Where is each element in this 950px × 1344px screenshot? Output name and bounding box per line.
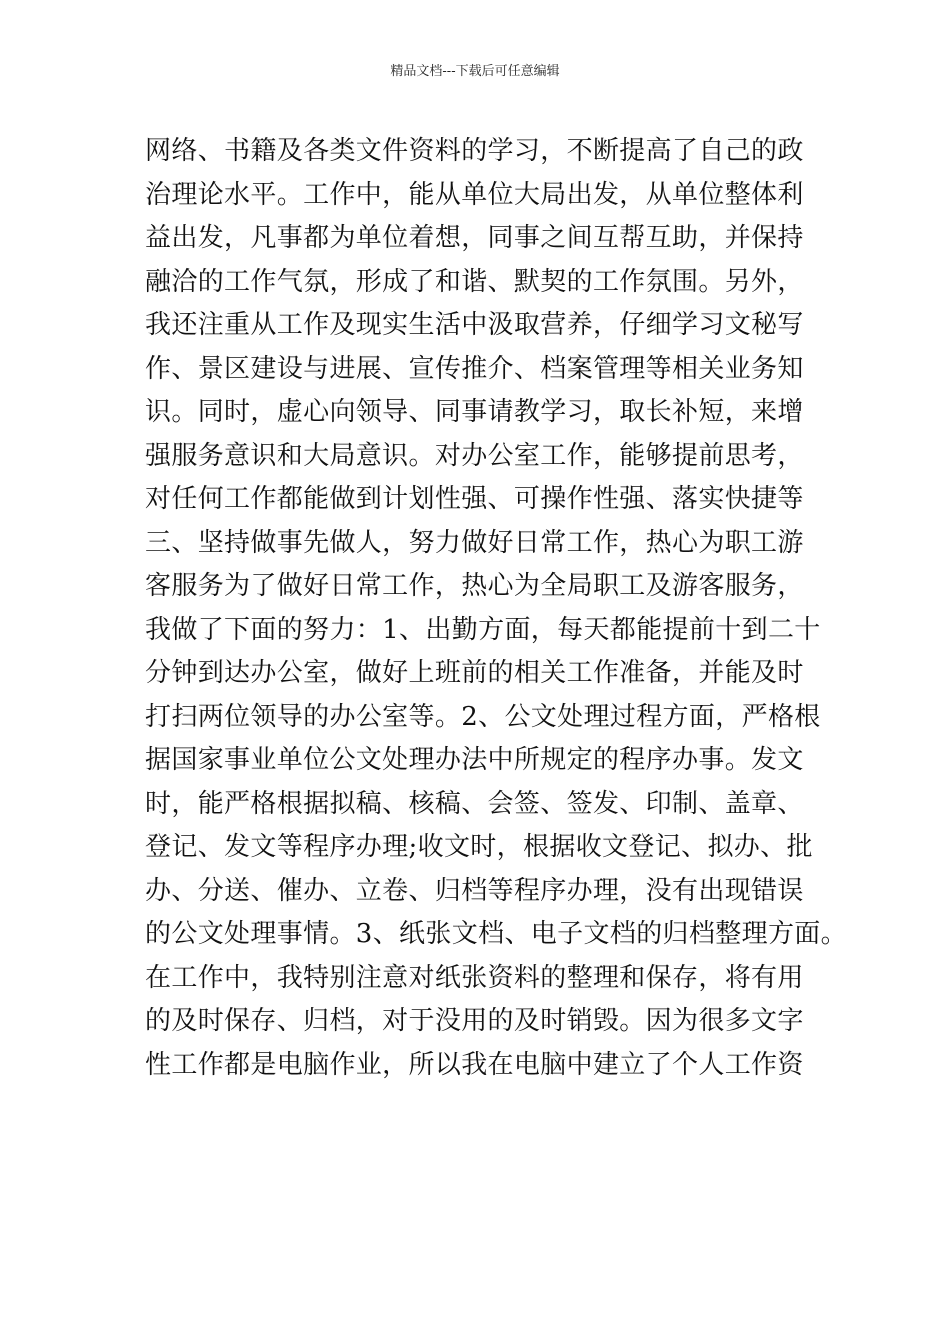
text-line: 的公文处理事情。3、纸张文档、电子文档的归档整理方面。 bbox=[145, 919, 847, 949]
text-line: 的及时保存、归档，对于没用的及时销毁。因为很多文字 bbox=[145, 1006, 804, 1036]
text-line: 登记、发文等程序办理;收文时，根据收文登记、拟办、批 bbox=[145, 832, 813, 862]
text-line: 打扫两位领导的办公室等。2、公文处理过程方面，严格根 bbox=[145, 701, 821, 732]
text-line: 据国家事业单位公文处理办法中所规定的程序办事。发文 bbox=[145, 745, 804, 775]
text-line: 识。同时，虚心向领导、同事请教学习，取长补短，来增 bbox=[145, 397, 804, 427]
body-text bbox=[145, 130, 845, 1087]
text-line: 性工作都是电脑作业，所以我在电脑中建立了个人工作资 bbox=[145, 1049, 804, 1080]
text-line: 分钟到达办公室，做好上班前的相关工作准备，并能及时 bbox=[145, 658, 804, 688]
text-line: 我做了下面的努力：1、出勤方面，每天都能提前十到二十 bbox=[145, 614, 821, 645]
text-line: 网络、书籍及各类文件资料的学习，不断提高了自己的政 bbox=[145, 136, 804, 166]
text-line: 三、坚持做事先做人，努力做好日常工作，热心为职工游 bbox=[145, 527, 804, 558]
text-line: 客服务为了做好日常工作，热心为全局职工及游客服务， bbox=[145, 571, 804, 601]
text-line: 在工作中，我特别注意对纸张资料的整理和保存，将有用 bbox=[145, 962, 804, 993]
text-line: 强服务意识和大局意识。对办公室工作，能够提前思考， bbox=[145, 440, 804, 471]
page-header: 精品文档---下载后可任意编辑 bbox=[390, 64, 560, 79]
text-line: 益出发，凡事都为单位着想，同事之间互帮互助，并保持 bbox=[145, 223, 804, 253]
text-line: 办、分送、催办、立卷、归档等程序办理，没有出现错误 bbox=[145, 875, 804, 906]
text-line: 我还注重从工作及现实生活中汲取营养，仔细学习文秘写 bbox=[145, 310, 804, 340]
text-line: 对任何工作都能做到计划性强、可操作性强、落实快捷等 bbox=[145, 484, 804, 514]
text-line: 融洽的工作气氛，形成了和谐、默契的工作氛围。另外， bbox=[145, 266, 804, 297]
text-line: 时，能严格根据拟稿、核稿、会签、签发、印制、盖章、 bbox=[145, 788, 804, 819]
text-line: 作、景区建设与进展、宣传推介、档案管理等相关业务知 bbox=[145, 353, 804, 384]
text-line: 治理论水平。工作中，能从单位大局出发，从单位整体利 bbox=[145, 179, 804, 210]
